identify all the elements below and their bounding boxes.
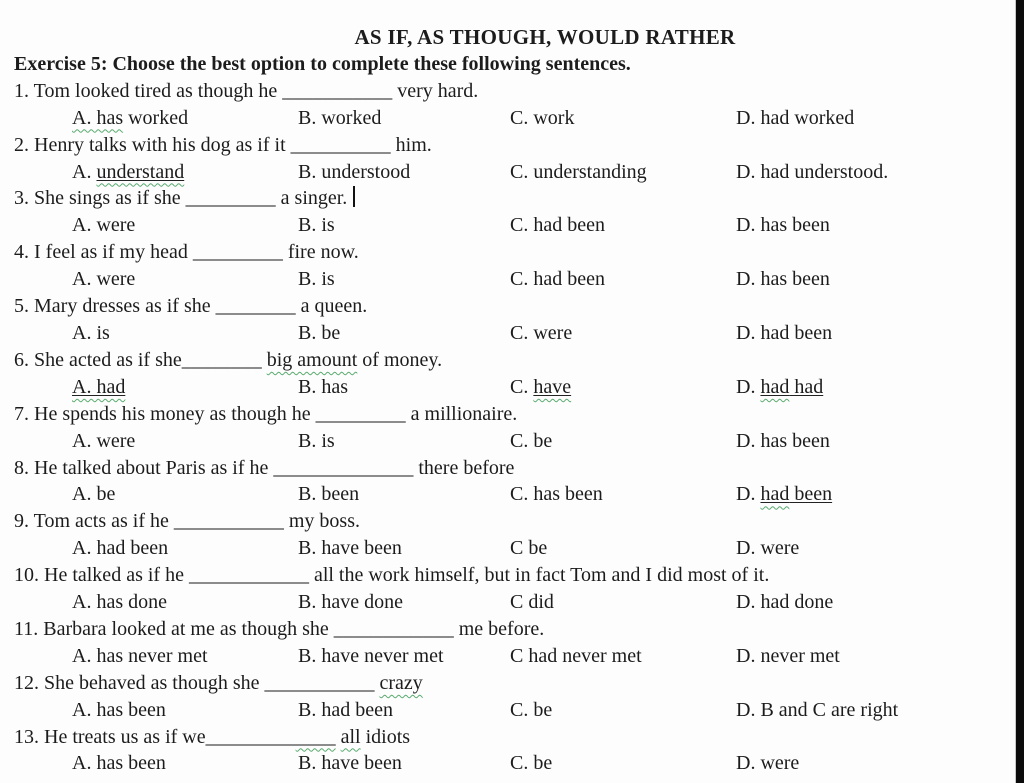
text-segment (533, 376, 571, 398)
text-segment: B. have been (298, 752, 402, 775)
text-segment: 5. Mary dresses as if she ________ a queen. (14, 295, 368, 318)
text-cursor (353, 186, 355, 207)
text-segment: 2. Henry talks with his dog as if it __________ him. (14, 133, 432, 156)
text-segment: C. (510, 375, 534, 398)
text-segment: B. understood (298, 160, 411, 183)
text-segment: A. (72, 160, 97, 183)
text-segment: 9. Tom acts as if he ___________ my boss. (14, 510, 360, 533)
screenshot-edge-strip (1015, 0, 1024, 783)
question-4-sentence[interactable] (14, 239, 1016, 266)
question-2-options (72, 159, 1016, 186)
grammar-squiggle-text: A. had (72, 375, 126, 398)
question-1-option-a[interactable] (72, 105, 298, 132)
text-segment: crazy (379, 671, 423, 694)
text-segment: B. is (298, 429, 335, 452)
text-segment: D. had been (736, 321, 833, 344)
text-segment: A. has (72, 106, 124, 129)
question-12-sentence[interactable] (14, 670, 1016, 697)
text-segment: 3. She sings as if she _________ a singer. (14, 187, 348, 210)
text-segment: B. is (298, 214, 335, 237)
question-13-option-a[interactable] (72, 750, 298, 777)
text-segment: B. have done (298, 591, 403, 614)
question-1-option-c[interactable] (510, 105, 736, 132)
question-13-sentence[interactable] (14, 724, 1016, 751)
question-12-options (72, 697, 1016, 724)
text-segment: 1. Tom looked tired as though he ___________ very hard. (14, 79, 479, 102)
text-segment: B. be (298, 321, 341, 344)
question-10-options (72, 589, 1016, 616)
question-5-option-a[interactable] (72, 320, 298, 347)
question-9-option-c[interactable] (510, 535, 736, 562)
question-6-option-b[interactable] (298, 374, 510, 401)
text-segment: D. were (736, 537, 800, 560)
question-6-sentence[interactable] (14, 347, 1016, 374)
text-segment: had (789, 375, 824, 398)
text-segment: 6. She acted as if she________ (14, 348, 267, 371)
question-2-option-c[interactable] (510, 159, 736, 186)
text-segment: A. be (72, 483, 116, 506)
text-segment: A. has been (72, 698, 166, 721)
text-segment: 10. He talked as if he ____________ all the work himself, but in fact Tom and I did most of it. (14, 564, 770, 587)
text-segment: idiots (360, 725, 411, 748)
text-segment: A. were (72, 214, 136, 237)
text-segment (72, 376, 125, 398)
text-segment (760, 483, 789, 505)
question-9-options (72, 535, 1016, 562)
text-segment: A. has been (72, 752, 166, 775)
question-12-option-a[interactable] (72, 697, 298, 724)
text-segment: been (789, 483, 833, 506)
question-1-option-b[interactable] (298, 105, 510, 132)
question-1-options (72, 105, 1016, 132)
text-segment: D. had understood. (736, 160, 889, 183)
question-12-option-b[interactable] (298, 697, 510, 724)
text-segment: A. is (72, 321, 110, 344)
text-segment: B. have never met (298, 644, 444, 667)
question-13-option-d[interactable] (736, 750, 1016, 777)
question-2-option-b[interactable] (298, 159, 510, 186)
question-3-options (72, 212, 1016, 239)
text-segment: D. has been (736, 429, 830, 452)
text-segment: B. worked (298, 106, 382, 129)
text-segment: D. B and C are right (736, 698, 899, 721)
question-5-options (72, 320, 1016, 347)
question-7-sentence[interactable] (14, 401, 1016, 428)
text-segment: C be (510, 537, 548, 560)
question-2-sentence[interactable] (14, 132, 1016, 159)
text-segment: C. were (510, 321, 573, 344)
text-segment: C. be (510, 752, 553, 775)
text-segment: D. (736, 375, 761, 398)
question-8-option-a[interactable] (72, 481, 298, 508)
question-3-option-d[interactable] (736, 212, 1016, 239)
questions (14, 78, 1016, 778)
text-segment: 13. He treats us as if we_________ (14, 725, 296, 748)
text-segment: C. be (510, 698, 553, 721)
text-segment: 12. She behaved as though she ___________ (14, 671, 380, 694)
question-1-option-d[interactable] (736, 105, 1016, 132)
question-11-option-d[interactable] (736, 643, 1016, 670)
question-8-option-c[interactable] (510, 481, 736, 508)
question-10-option-a[interactable] (72, 589, 298, 616)
question-10-option-d[interactable] (736, 589, 1016, 616)
exercise-heading: Exercise 5: Choose the best option to complete these following sentences. (14, 52, 631, 75)
question-4-option-a[interactable] (72, 266, 298, 293)
question-5-option-c[interactable] (510, 320, 736, 347)
text-segment: D. (736, 483, 761, 506)
text-segment: C. had been (510, 214, 605, 237)
question-7-option-d[interactable] (736, 428, 1016, 455)
question-12-option-d[interactable] (736, 697, 1016, 724)
question-8-option-b[interactable] (298, 481, 510, 508)
question-4-option-c[interactable] (510, 266, 736, 293)
question-4-options (72, 266, 1016, 293)
grammar-squiggle-text: had (760, 483, 790, 506)
text-segment: 11. Barbara looked at me as though she ____________ me before. (14, 617, 545, 640)
text-segment: A. has done (72, 591, 167, 614)
grammar-squiggle-text: had (760, 375, 790, 398)
question-4-option-d[interactable] (736, 266, 1016, 293)
text-segment: all (340, 725, 361, 748)
question-8-options (72, 481, 1016, 508)
question-3-option-c[interactable] (510, 212, 736, 239)
text-segment: D. never met (736, 644, 840, 667)
question-11-sentence[interactable] (14, 616, 1016, 643)
question-7-option-c[interactable] (510, 428, 736, 455)
text-segment: C. had been (510, 268, 605, 291)
text-segment: B. had been (298, 698, 393, 721)
text-segment: C did (510, 591, 554, 614)
text-segment: D. had done (736, 591, 834, 614)
text-segment: B. been (298, 483, 360, 506)
question-5-option-b[interactable] (298, 320, 510, 347)
text-segment: A. had been (72, 537, 169, 560)
question-13-option-b[interactable] (298, 750, 510, 777)
text-segment: C. be (510, 429, 553, 452)
text-segment: A. were (72, 429, 136, 452)
text-segment: C. understanding (510, 160, 647, 183)
text-segment: D. had worked (736, 106, 855, 129)
question-3-sentence[interactable] (14, 185, 1016, 212)
text-segment: C. work (510, 106, 575, 129)
text-segment: ____ (295, 725, 336, 748)
question-6-option-c[interactable] (510, 374, 736, 401)
text-segment: 8. He talked about Paris as if he ______________ there before (14, 456, 515, 479)
question-6-option-a[interactable] (72, 374, 298, 401)
question-2-option-d[interactable] (736, 159, 1016, 186)
text-segment (96, 161, 184, 183)
question-8-option-d[interactable] (736, 481, 1016, 508)
question-6-option-d[interactable] (736, 374, 1016, 401)
question-3-option-b[interactable] (298, 212, 510, 239)
grammar-squiggle-text: understand (96, 160, 185, 183)
text-segment: D. has been (736, 214, 830, 237)
question-9-option-d[interactable] (736, 535, 1016, 562)
text-segment: 7. He spends his money as though he _________ a millionaire. (14, 402, 518, 425)
question-10-option-b[interactable] (298, 589, 510, 616)
question-9-option-b[interactable] (298, 535, 510, 562)
grammar-squiggle-text: have (533, 375, 572, 398)
text-segment: C. has been (510, 483, 603, 506)
text-segment: B. have been (298, 537, 402, 560)
question-10-option-c[interactable] (510, 589, 736, 616)
text-segment (760, 376, 789, 398)
question-9-sentence[interactable] (14, 508, 1016, 535)
question-4-option-b[interactable] (298, 266, 510, 293)
question-8-sentence[interactable] (14, 455, 1016, 482)
question-3-option-a[interactable] (72, 212, 298, 239)
question-9-option-a[interactable] (72, 535, 298, 562)
question-7-option-b[interactable] (298, 428, 510, 455)
text-segment: B. is (298, 268, 335, 291)
question-7-option-a[interactable] (72, 428, 298, 455)
question-11-options (72, 643, 1016, 670)
text-segment: D. were (736, 752, 800, 775)
question-2-option-a[interactable] (72, 159, 298, 186)
question-10-sentence[interactable] (14, 562, 1016, 589)
question-5-option-d[interactable] (736, 320, 1016, 347)
question-13-option-c[interactable] (510, 750, 736, 777)
question-12-option-c[interactable] (510, 697, 736, 724)
text-segment: B. has (298, 375, 348, 398)
text-segment: worked (123, 106, 189, 129)
text-segment: of money. (357, 348, 443, 371)
text-segment: A. has never met (72, 644, 208, 667)
question-11-option-a[interactable] (72, 643, 298, 670)
text-segment: D. has been (736, 268, 830, 291)
text-segment: 4. I feel as if my head _________ fire now. (14, 241, 359, 264)
question-11-option-c[interactable] (510, 643, 736, 670)
question-1-sentence[interactable] (14, 78, 1016, 105)
question-13-options (72, 750, 1016, 777)
question-7-options (72, 428, 1016, 455)
text-segment: A. were (72, 268, 136, 291)
text-segment: big amount (266, 348, 358, 371)
question-6-options (72, 374, 1016, 401)
question-5-sentence[interactable] (14, 293, 1016, 320)
document-title: AS IF, AS THOUGH, WOULD RATHER (354, 25, 736, 49)
text-segment: C had never met (510, 644, 642, 667)
question-11-option-b[interactable] (298, 643, 510, 670)
